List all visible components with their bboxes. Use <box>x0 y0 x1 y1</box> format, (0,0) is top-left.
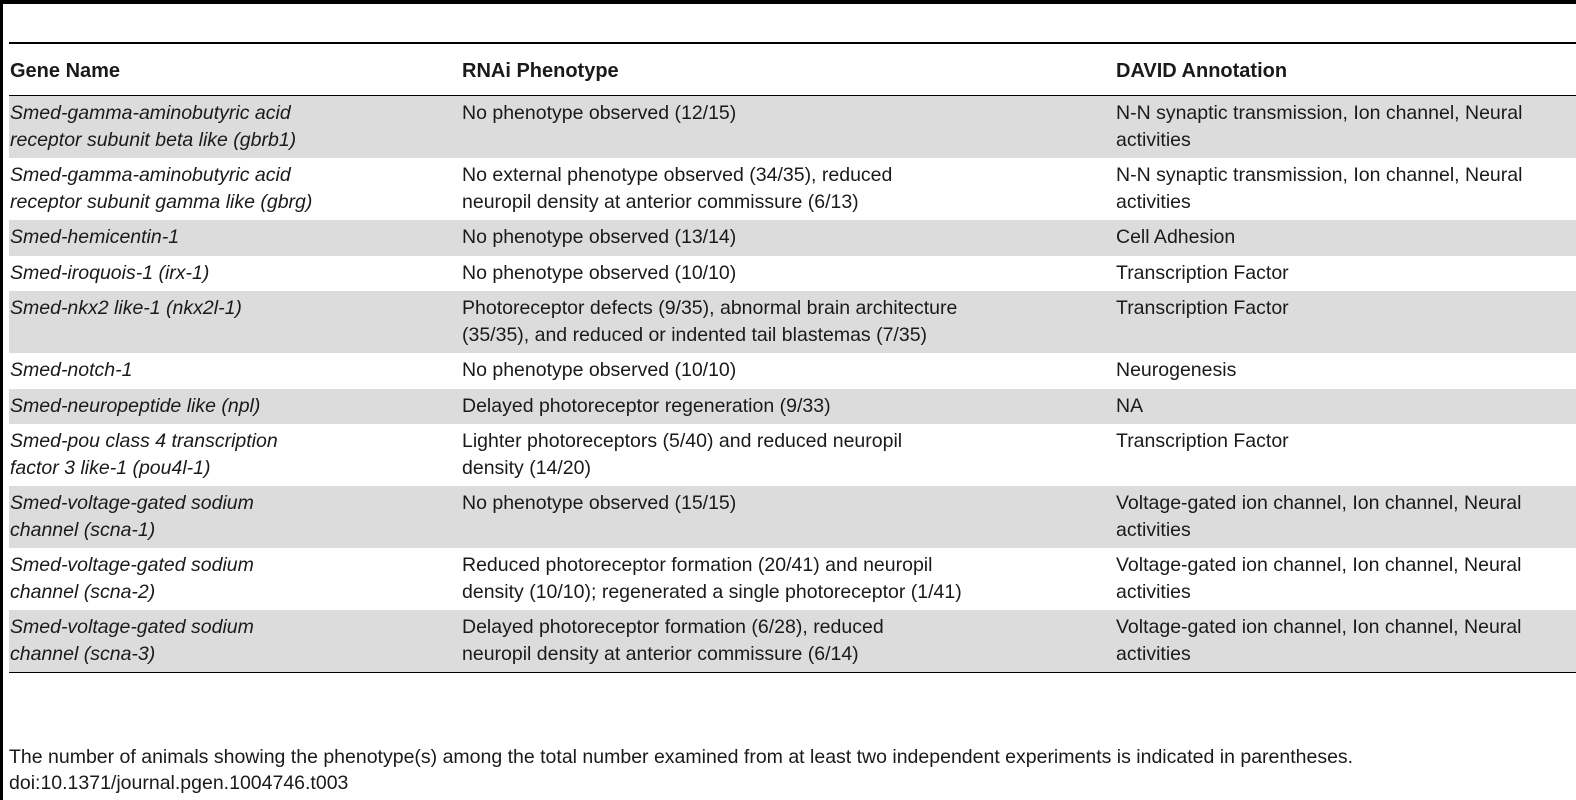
rnai-phenotype-line: No external phenotype observed (34/35), reduced <box>462 164 893 186</box>
table-row <box>9 291 1576 353</box>
david-annotation-cell <box>1115 389 1576 425</box>
rnai-phenotype-line: Reduced photoreceptor formation (20/41) and neuropil <box>462 554 933 576</box>
gene-name-line: receptor subunit gamma like (gbrg) <box>10 190 313 213</box>
david-annotation-line: N-N synaptic transmission, Ion channel, Neural <box>1116 102 1523 124</box>
rnai-phenotype-line: density (14/20) <box>462 456 591 479</box>
rnai-phenotype-cell <box>461 158 1115 220</box>
rnai-phenotype-cell <box>461 220 1115 256</box>
rnai-phenotype-line: (35/35), and reduced or indented tail blastemas (7/35) <box>462 323 928 346</box>
table-header <box>9 47 1576 96</box>
header-david-annotation: DAVID Annotation <box>1115 47 1576 96</box>
rnai-phenotype-line: neuropil density at anterior commissure (6/13) <box>462 190 859 213</box>
rnai-phenotype-line: Lighter photoreceptors (5/40) and reduced neuropil <box>462 430 903 452</box>
rnai-phenotype-cell <box>461 96 1115 159</box>
footnote-doi: doi:10.1371/journal.pgen.1004746.t003 <box>9 772 349 794</box>
david-annotation-line: activities <box>1116 642 1191 665</box>
david-annotation-line: NA <box>1116 394 1144 417</box>
david-annotation-cell <box>1115 610 1576 673</box>
top-rule <box>0 0 1576 4</box>
rnai-phenotype-line: No phenotype observed (13/14) <box>462 226 737 248</box>
gene-name-line: channel (scna-1) <box>10 518 156 541</box>
david-annotation-cell <box>1115 256 1576 292</box>
rnai-phenotype-line: Delayed photoreceptor formation (6/28), reduced <box>462 616 884 638</box>
rnai-phenotype-cell <box>461 291 1115 353</box>
rnai-phenotype-line: No phenotype observed (10/10) <box>462 359 737 381</box>
gene-name-line: Smed-gamma-aminobutyric acid <box>10 102 291 124</box>
table-row <box>9 610 1576 673</box>
gene-name-cell <box>9 158 461 220</box>
gene-name-cell <box>9 353 461 389</box>
gene-name-cell <box>9 220 461 256</box>
david-annotation-line: Transcription Factor <box>1116 297 1289 319</box>
rnai-phenotype-cell <box>461 389 1115 425</box>
gene-name-cell <box>9 291 461 353</box>
david-annotation-cell <box>1115 291 1576 353</box>
gene-table <box>9 47 1576 673</box>
gene-name-line: channel (scna-3) <box>10 642 156 665</box>
rnai-phenotype-cell <box>461 610 1115 673</box>
footnote-text: The number of animals showing the phenotype(s) among the total number examined from at least two independent experiments is indicated in parentheses. <box>9 746 1354 768</box>
gene-name-line: Smed-pou class 4 transcription <box>10 430 278 452</box>
rnai-phenotype-cell <box>461 548 1115 610</box>
rnai-phenotype-cell <box>461 486 1115 548</box>
gene-name-line: Smed-hemicentin-1 <box>10 226 180 248</box>
gene-name-line: factor 3 like-1 (pou4l-1) <box>10 456 211 479</box>
david-annotation-line: Transcription Factor <box>1116 430 1289 452</box>
gene-name-cell <box>9 486 461 548</box>
david-annotation-line: Voltage-gated ion channel, Ion channel, Neural <box>1116 554 1522 576</box>
table-row <box>9 353 1576 389</box>
header-row <box>9 47 1576 96</box>
david-annotation-cell <box>1115 220 1576 256</box>
gene-name-cell <box>9 389 461 425</box>
table-row <box>9 96 1576 159</box>
david-annotation-cell <box>1115 424 1576 486</box>
gene-name-line: Smed-neuropeptide like (npl) <box>10 394 261 417</box>
david-annotation-cell <box>1115 548 1576 610</box>
rnai-phenotype-line: No phenotype observed (15/15) <box>462 492 737 514</box>
david-annotation-cell <box>1115 486 1576 548</box>
gene-name-line: Smed-voltage-gated sodium <box>10 616 254 638</box>
gene-name-line: channel (scna-2) <box>10 580 156 603</box>
david-annotation-line: Transcription Factor <box>1116 261 1289 284</box>
table-body <box>9 96 1576 673</box>
table-row <box>9 389 1576 425</box>
rnai-phenotype-cell <box>461 256 1115 292</box>
left-border <box>0 0 3 800</box>
rnai-phenotype-cell <box>461 353 1115 389</box>
rnai-phenotype-cell <box>461 424 1115 486</box>
table-row <box>9 256 1576 292</box>
table-row <box>9 424 1576 486</box>
gene-name-line: Smed-nkx2 like-1 (nkx2l-1) <box>10 297 242 319</box>
david-annotation-cell <box>1115 158 1576 220</box>
david-annotation-line: activities <box>1116 580 1191 603</box>
david-annotation-line: Neurogenesis <box>1116 359 1237 381</box>
david-annotation-line: activities <box>1116 190 1191 213</box>
gene-name-line: Smed-voltage-gated sodium <box>10 492 254 514</box>
rnai-phenotype-line: Photoreceptor defects (9/35), abnormal brain architecture <box>462 297 958 319</box>
david-annotation-line: activities <box>1116 518 1191 541</box>
rnai-phenotype-line: density (10/10); regenerated a single photoreceptor (1/41) <box>462 580 962 603</box>
gene-name-cell <box>9 548 461 610</box>
table-footnote <box>9 744 1569 796</box>
david-annotation-cell <box>1115 353 1576 389</box>
rnai-phenotype-line: neuropil density at anterior commissure (6/14) <box>462 642 859 665</box>
table-row <box>9 486 1576 548</box>
header-rnai-phenotype: RNAi Phenotype <box>461 47 1115 96</box>
table-row <box>9 220 1576 256</box>
gene-name-line: Smed-iroquois-1 (irx-1) <box>10 261 210 284</box>
gene-name-cell <box>9 610 461 673</box>
table-row <box>9 158 1576 220</box>
gene-name-line: receptor subunit beta like (gbrb1) <box>10 128 297 151</box>
rnai-phenotype-line: No phenotype observed (10/10) <box>462 261 737 284</box>
david-annotation-line: Cell Adhesion <box>1116 226 1236 248</box>
david-annotation-cell <box>1115 96 1576 159</box>
gene-name-cell <box>9 256 461 292</box>
gene-name-cell <box>9 424 461 486</box>
table-row <box>9 548 1576 610</box>
header-rule <box>9 42 1576 44</box>
david-annotation-line: Voltage-gated ion channel, Ion channel, Neural <box>1116 492 1522 514</box>
david-annotation-line: activities <box>1116 128 1191 151</box>
gene-name-line: Smed-gamma-aminobutyric acid <box>10 164 291 186</box>
gene-name-cell <box>9 96 461 159</box>
gene-name-line: Smed-notch-1 <box>10 359 133 381</box>
david-annotation-line: N-N synaptic transmission, Ion channel, Neural <box>1116 164 1523 186</box>
rnai-phenotype-line: Delayed photoreceptor regeneration (9/33) <box>462 394 831 417</box>
header-gene-name: Gene Name <box>9 47 461 96</box>
rnai-phenotype-line: No phenotype observed (12/15) <box>462 102 737 124</box>
david-annotation-line: Voltage-gated ion channel, Ion channel, Neural <box>1116 616 1522 638</box>
gene-name-line: Smed-voltage-gated sodium <box>10 554 254 576</box>
